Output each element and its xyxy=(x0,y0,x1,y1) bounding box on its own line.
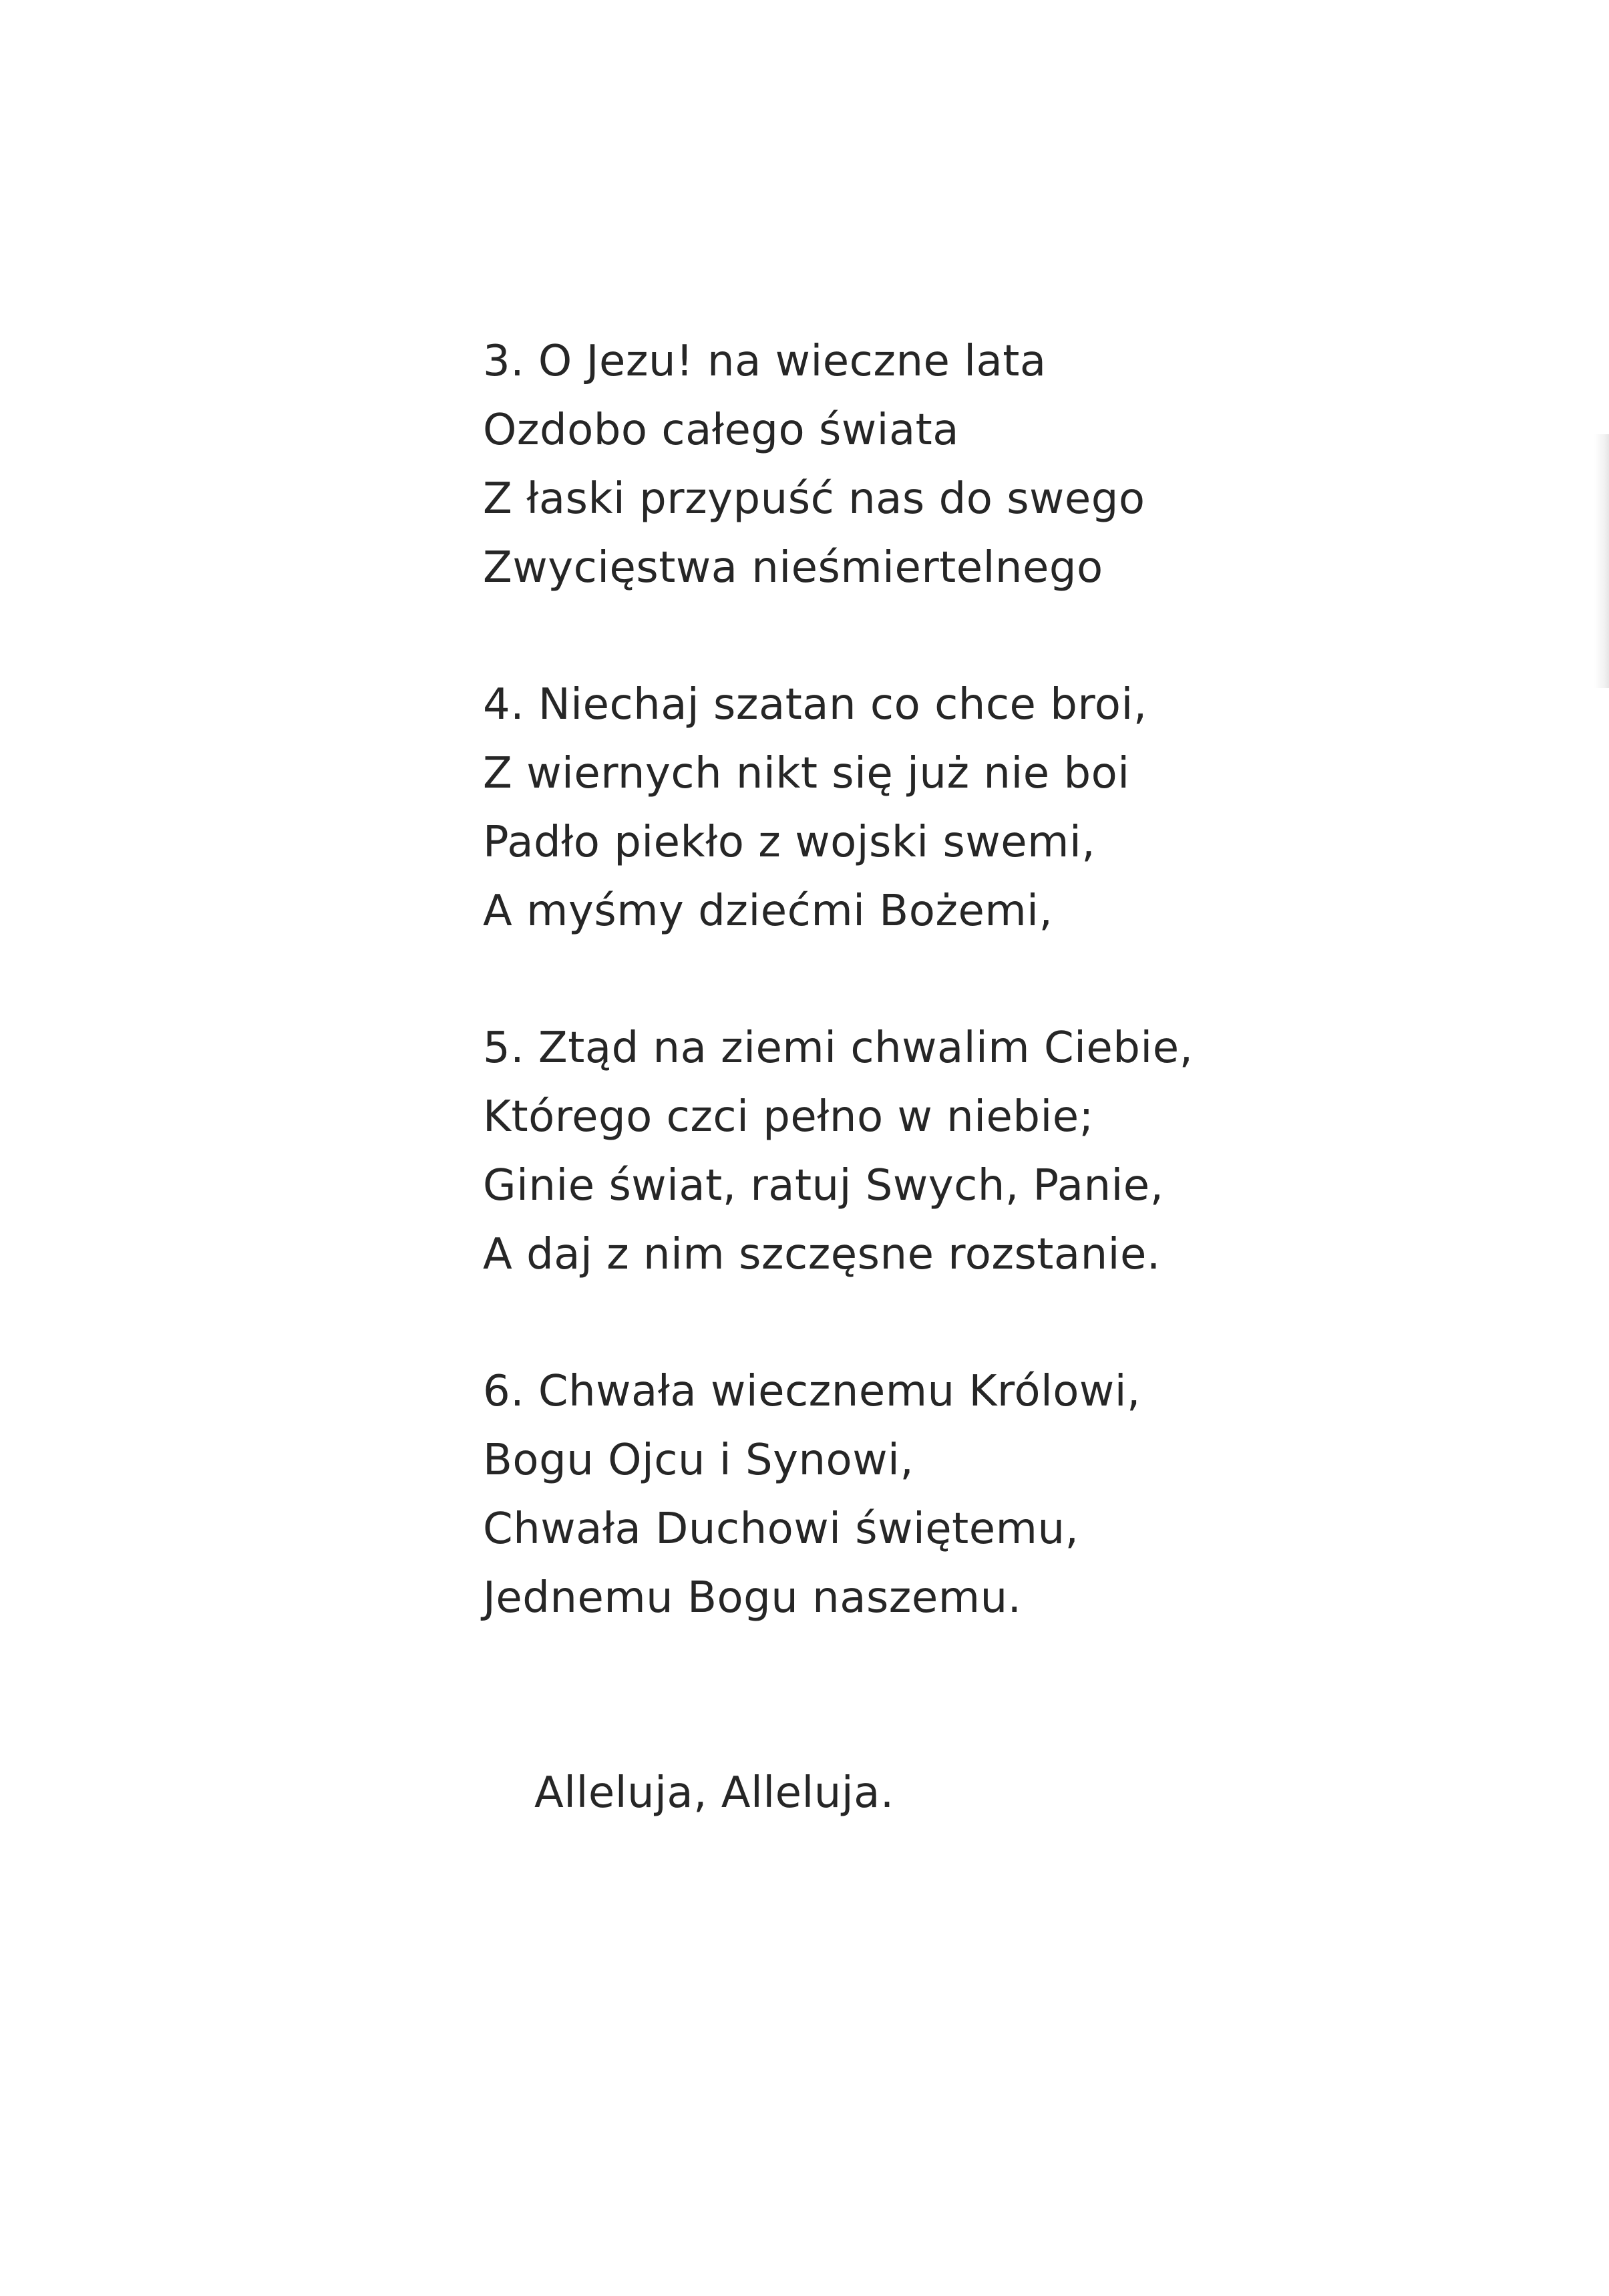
poem-body xyxy=(483,327,1552,1701)
refrain-alleluja: Alleluja, Alleluja. xyxy=(534,1768,894,1818)
stanza-line: Ginie świat, ratuj Swych, Panie, xyxy=(483,1161,1164,1210)
stanza-4 xyxy=(483,671,1552,946)
stanza-line: Jednemu Bogu naszemu. xyxy=(483,1573,1022,1623)
stanza-6 xyxy=(483,1357,1552,1633)
stanza-5 xyxy=(483,1014,1552,1289)
stanza-line: Bogu Ojcu i Synowi, xyxy=(483,1436,914,1485)
stanza-line: Z łaski przypuść nas do swego xyxy=(483,474,1145,524)
stanza-line: 6. Chwała wiecznemu Królowi, xyxy=(483,1367,1141,1416)
stanza-line: A daj z nim szczęsne rozstanie. xyxy=(483,1230,1161,1279)
stanza-line: Z wiernych nikt się już nie boi xyxy=(483,749,1130,798)
stanza-3 xyxy=(483,327,1552,603)
stanza-line: Chwała Duchowi świętemu, xyxy=(483,1504,1079,1554)
stanza-line: 5. Ztąd na ziemi chwalim Ciebie, xyxy=(483,1023,1194,1073)
stanza-line: A myśmy dziećmi Bożemi, xyxy=(483,886,1053,936)
stanza-line: 3. O Jezu! na wieczne lata xyxy=(483,337,1047,386)
stanza-line: Zwycięstwa nieśmiertelnego xyxy=(483,543,1103,593)
stanza-line: Padło piekło z wojski swemi, xyxy=(483,818,1096,867)
stanza-line: 4. Niechaj szatan co chce broi, xyxy=(483,680,1147,729)
scan-edge-shadow xyxy=(1594,434,1609,688)
stanza-line: Ozdobo całego świata xyxy=(483,405,959,455)
stanza-line: Którego czci pełno w niebie; xyxy=(483,1092,1094,1142)
